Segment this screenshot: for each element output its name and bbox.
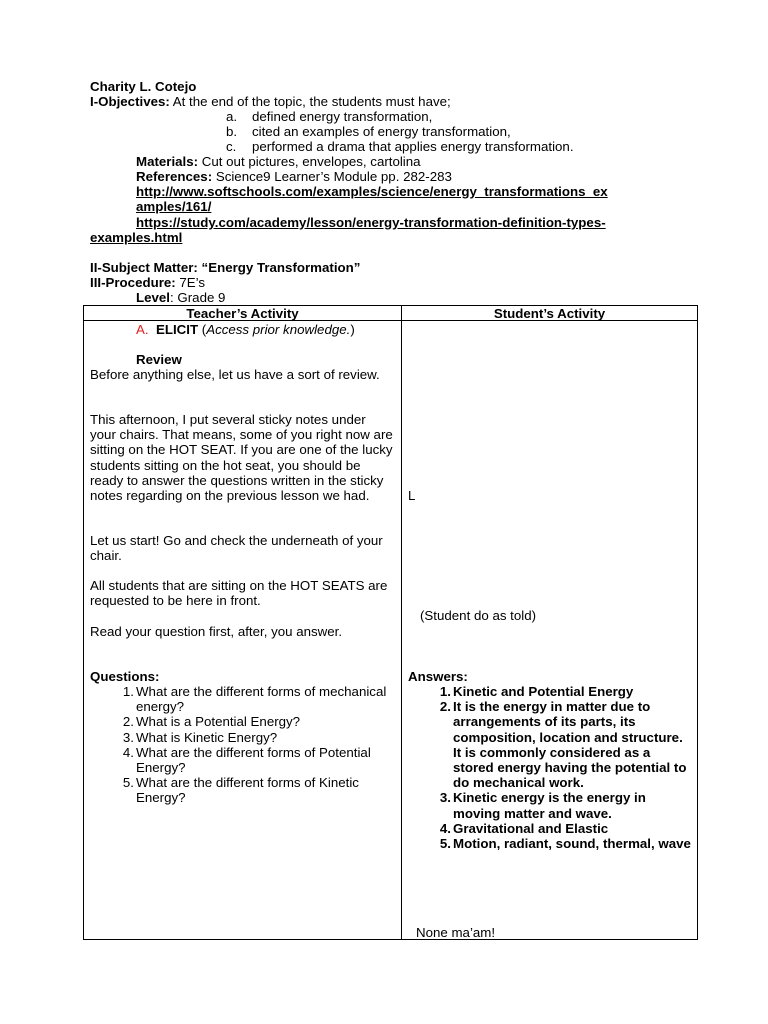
- subject-matter: II-Subject Matter: “Energy Transformation”: [90, 260, 361, 275]
- student-response-l: L: [408, 488, 416, 503]
- objectives-intro: At the end of the topic, the students must have;: [169, 94, 451, 109]
- list-item: 5. Motion, radiant, sound, thermal, wave: [439, 836, 691, 852]
- reference-link-softschools[interactable]: http://www.softschools.com/examples/science/energy_transformations_ex: [136, 184, 608, 199]
- questions-title: Questions:: [90, 669, 160, 684]
- objectives-line: [90, 94, 451, 109]
- review-title: Review: [136, 352, 182, 367]
- objective-item: c. performed a drama that applies energy transformation.: [226, 139, 574, 154]
- author-name: Charity L. Cotejo: [90, 79, 197, 94]
- procedure-line: III-Procedure: 7E’s: [90, 275, 206, 290]
- list-item: 2. It is the energy in matter due to arrangements of its parts, its composition, location and structure. It is commonly considered as a stored energy having the potential to do mechanical work.: [439, 699, 687, 791]
- questions-list: [122, 684, 394, 806]
- review-paragraph: All students that are sitting on the HOT SEATS are requested to be here in front.: [90, 578, 388, 609]
- materials-line: Materials: Cut out pictures, envelopes, cartolina: [136, 154, 421, 169]
- objective-item: a. defined energy transformation,: [226, 109, 433, 124]
- list-item: 4. Gravitational and Elastic: [439, 820, 609, 836]
- list-item: 1. What are the different forms of mechanical energy?: [122, 684, 387, 715]
- header-teacher-activity: Teacher’s Activity: [186, 306, 299, 321]
- header-student-activity: Student’s Activity: [493, 306, 606, 321]
- list-item: 3. What is Kinetic Energy?: [122, 729, 278, 745]
- reference-link-softschools-cont[interactable]: amples/161/: [136, 199, 212, 214]
- reference-link-study[interactable]: https://study.com/academy/lesson/energy-transformation-definition-types-: [136, 215, 606, 230]
- column-divider: [401, 306, 402, 939]
- list-item: 5. What are the different forms of Kinetic Energy?: [122, 775, 359, 806]
- references-line: References: Science9 Learner’s Module pp. 282-283: [136, 169, 452, 184]
- list-item: 1. Kinetic and Potential Energy: [439, 684, 634, 699]
- elicit-heading: A. ELICIT (Access prior knowledge.): [136, 322, 355, 337]
- level-line: Level: Grade 9: [136, 290, 226, 305]
- review-paragraph: Read your question first, after, you answer.: [90, 624, 343, 639]
- review-paragraph: Before anything else, let us have a sort of review.: [90, 367, 380, 382]
- list-item: 2. What is a Potential Energy?: [122, 714, 301, 730]
- answers-title: Answers:: [408, 669, 468, 684]
- student-response-none: None ma’am!: [416, 925, 496, 940]
- activity-table: [83, 305, 698, 940]
- list-item: 4. What are the different forms of Potential Energy?: [122, 744, 371, 776]
- student-response-told: (Student do as told): [420, 608, 537, 623]
- reference-link-study-cont[interactable]: examples.html: [90, 230, 183, 245]
- list-item: 3. Kinetic energy is the energy in moving matter and wave.: [439, 790, 646, 821]
- review-paragraph: Let us start! Go and check the underneath of your chair.: [90, 533, 383, 564]
- review-paragraph: This afternoon, I put several sticky notes under your chairs. That means, some of you right now are sitting on the HOT SEAT. If you are one of the lucky students sitting on the hot seat, you should be ready to answer the questions written in the sticky notes regarding on the previous lesson we had.: [90, 412, 393, 504]
- answers-list: [439, 684, 693, 852]
- objective-item: b. cited an examples of energy transformation,: [226, 124, 511, 139]
- objectives-label: I-Objectives:: [90, 94, 170, 109]
